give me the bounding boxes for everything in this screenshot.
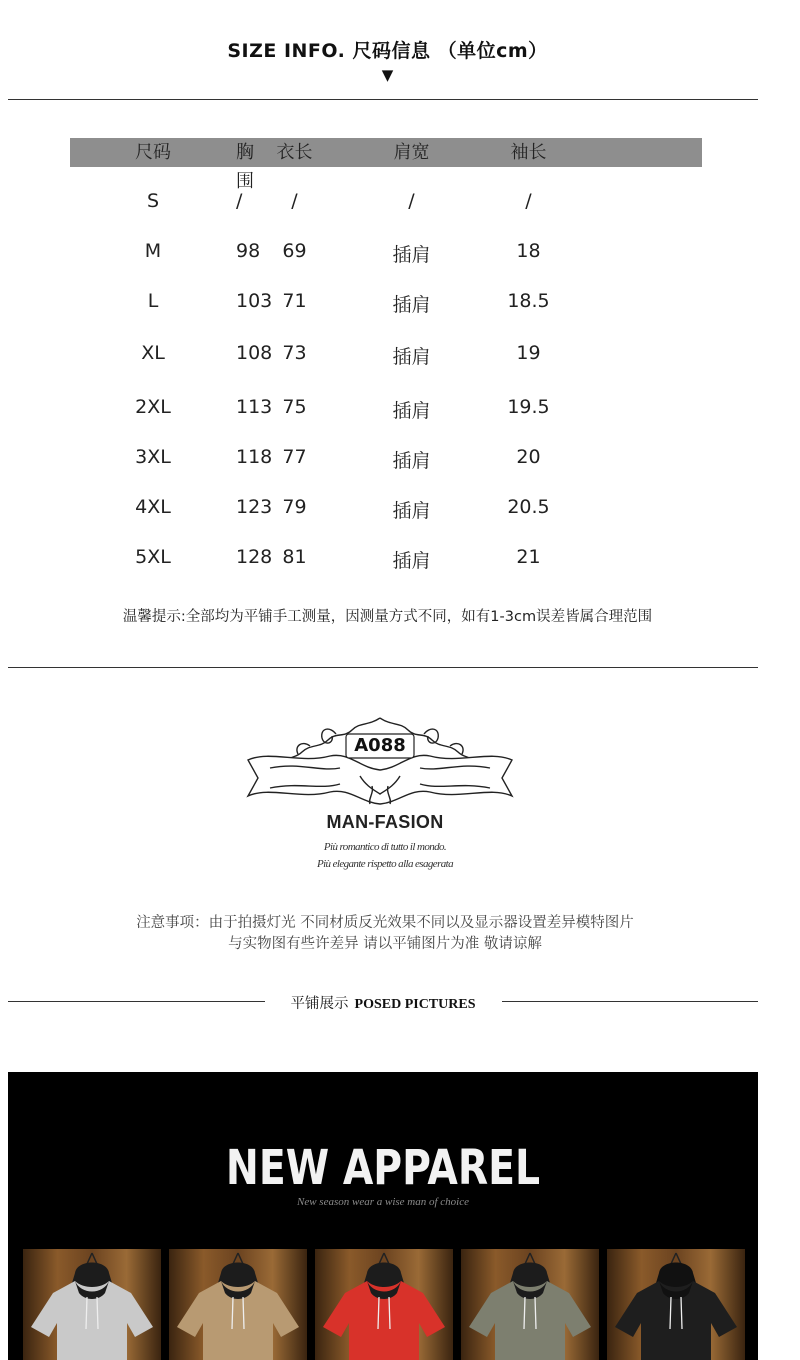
table-cell: 2XL	[135, 396, 171, 418]
notice-line-1: 注意事项：由于拍摄灯光 不同材质反光效果不同以及显示器设置差异模特图片	[136, 915, 634, 931]
notice-line-2: 与实物图有些许差异 请以平铺图片为准 敬请谅解	[228, 936, 542, 952]
table-cell: /	[408, 190, 415, 212]
brand-tagline-2: Più elegante rispetto alla esagerata	[316, 858, 454, 870]
brand-logo	[240, 712, 520, 812]
table-cell: /	[291, 190, 298, 212]
table-cell: 71	[282, 290, 307, 312]
table-row: 5XL 128 81 插肩 21	[70, 546, 587, 573]
size-table	[70, 138, 702, 572]
table-cell: 插肩	[392, 244, 431, 266]
logo-code: A088	[354, 735, 406, 756]
table-row: L 103 71 插肩 18.5	[70, 290, 587, 317]
table-cell: S	[146, 190, 160, 212]
table-cell: 19.5	[507, 396, 550, 418]
product-image-grey[interactable]	[23, 1249, 161, 1360]
table-cell: 5XL	[135, 546, 171, 568]
product-image-khaki[interactable]	[169, 1249, 307, 1360]
size-info-title: SIZE INFO. 尺码信息 （单位cm）	[227, 40, 548, 62]
table-cell: XL	[141, 342, 165, 364]
table-cell: 插肩	[392, 550, 431, 572]
header-length: 衣长	[276, 142, 313, 163]
divider-middle	[8, 667, 758, 668]
table-row: 3XL 118 77 插肩 20	[70, 446, 587, 473]
product-banner	[8, 1072, 758, 1360]
size-table-header: 尺码 胸围 衣长 肩宽 袖长	[70, 138, 702, 167]
table-row: 2XL 113 75 插肩 19.5	[70, 396, 587, 423]
header-size: 尺码	[135, 142, 171, 163]
brand-tagline-1: Più romantico di tutto il mondo.	[323, 841, 447, 853]
table-cell: 4XL	[135, 496, 171, 518]
table-cell: 插肩	[392, 346, 431, 368]
section-title-en: POSED PICTURES	[354, 997, 476, 1012]
table-cell: 81	[282, 546, 307, 568]
table-cell: 77	[282, 446, 307, 468]
down-arrow-icon: ▼	[381, 66, 394, 84]
table-row: M 98 69 插肩 18	[70, 240, 587, 267]
header-shoulder: 肩宽	[393, 142, 430, 163]
table-cell: 69	[282, 240, 307, 262]
table-cell: 75	[282, 396, 307, 418]
table-cell: 插肩	[392, 500, 431, 522]
banner-subtitle: New season wear a wise man of choice	[296, 1196, 469, 1208]
table-cell: 79	[282, 496, 307, 518]
table-cell: /	[525, 190, 532, 212]
brand-name: MAN-FASION	[326, 812, 444, 832]
table-cell: L	[147, 290, 159, 312]
size-note: 温馨提示:全部均为平铺手工测量，因测量方式不同，如有1-3cm误差皆属合理范围	[122, 609, 653, 625]
table-cell: 73	[282, 342, 307, 364]
table-row: XL 108 73 插肩 19	[70, 342, 587, 369]
table-cell: 20.5	[507, 496, 550, 518]
divider-top	[8, 99, 758, 100]
table-cell: 18	[516, 240, 541, 262]
section-title	[0, 992, 766, 1013]
table-cell: 插肩	[392, 294, 431, 316]
section-divider-right	[502, 1001, 758, 1002]
table-cell: 21	[516, 546, 541, 568]
table-cell: 插肩	[392, 400, 431, 422]
table-cell: 20	[516, 446, 541, 468]
table-row: S / / / /	[70, 190, 587, 212]
table-cell: M	[144, 240, 162, 262]
banner-title: NEW APPAREL	[225, 1140, 541, 1196]
product-image-black[interactable]	[607, 1249, 745, 1360]
product-image-army-green[interactable]	[461, 1249, 599, 1360]
table-cell: 插肩	[392, 450, 431, 472]
table-row: 4XL 123 79 插肩 20.5	[70, 496, 587, 523]
table-cell: 19	[516, 342, 541, 364]
table-cell: 3XL	[135, 446, 171, 468]
header-sleeve: 袖长	[510, 142, 547, 163]
product-image-red[interactable]	[315, 1249, 453, 1360]
table-cell: 18.5	[507, 290, 550, 312]
section-title-cn: 平铺展示	[290, 996, 349, 1012]
